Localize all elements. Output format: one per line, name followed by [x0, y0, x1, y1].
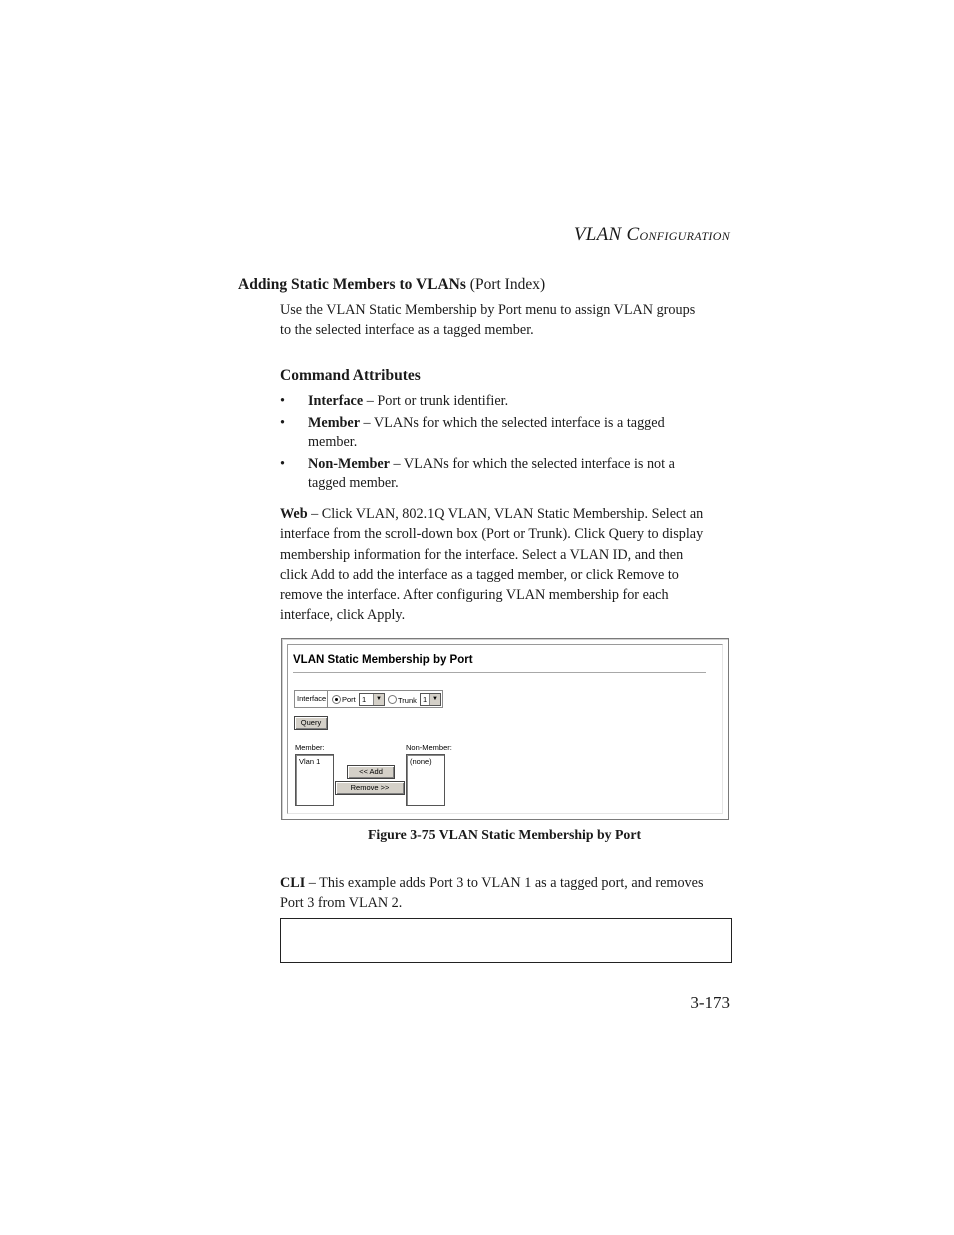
interface-selector [294, 690, 443, 708]
running-head [480, 224, 730, 246]
cli-line: – This example adds Port 3 to VLAN 1 as a tagged port, and removes [305, 875, 704, 891]
remove-button[interactable]: Remove >> [335, 781, 405, 795]
figure-page-title: VLAN Static Membership by Port [293, 654, 473, 666]
bullet-term: Non-Member [308, 456, 390, 472]
web-label: Web [280, 506, 308, 522]
port-select[interactable] [359, 693, 385, 706]
bullet-desc-cont: tagged member. [308, 474, 399, 491]
interface-divider [327, 691, 328, 707]
add-button[interactable]: << Add [347, 765, 395, 779]
bullet-item [280, 455, 732, 495]
running-head-smallcaps: ONFIGURATION [639, 229, 730, 243]
bullet-term: Interface [308, 393, 364, 409]
bullet-desc: – VLANs for which the selected interface is a tagged [360, 415, 665, 431]
intro-paragraph [280, 300, 732, 341]
figure-caption: Figure 3-75 VLAN Static Membership by Port [367, 827, 642, 842]
intro-line: Use the VLAN Static Membership by Port menu to assign VLAN groups [280, 302, 696, 318]
non-member-label: Non-Member: [406, 743, 452, 752]
trunk-select-value: 1 [423, 695, 428, 704]
section-title-plain: (Port Index) [465, 276, 546, 293]
command-attributes-heading: Command Attributes [280, 367, 421, 384]
web-line: membership information for the interface. Select a VLAN ID, and then [280, 546, 684, 563]
web-line: remove the interface. After configuring VLAN membership for each [280, 587, 669, 604]
cli-line: Port 3 from VLAN 2. [280, 895, 403, 912]
web-line: interface, click Apply. [280, 607, 406, 624]
member-label: Member: [295, 743, 325, 752]
query-button[interactable]: Query [294, 716, 328, 730]
port-select-value: 1 [362, 695, 367, 704]
list-item[interactable]: (none) [410, 757, 432, 766]
interface-label: Interface [297, 694, 327, 703]
bullet-text [308, 392, 712, 411]
bullet-dot: • [280, 456, 285, 472]
trunk-radio-label: Trunk [398, 696, 417, 705]
intro-line: to the selected interface as a tagged member. [280, 322, 534, 339]
bullet-desc: – VLANs for which the selected interface is not a [389, 456, 675, 472]
chevron-down-icon: ▼ [429, 694, 440, 705]
bullet-desc-cont: member. [308, 433, 358, 450]
section-title-bold: Adding Static Members to VLANs [238, 276, 466, 293]
trunk-select[interactable] [420, 693, 441, 706]
bullet-text [308, 414, 712, 451]
bullet-item [280, 392, 732, 412]
chevron-down-icon: ▼ [373, 694, 384, 705]
section-title [238, 276, 545, 294]
trunk-radio[interactable] [388, 695, 397, 704]
cli-label: CLI [280, 875, 306, 891]
list-item[interactable]: Vlan 1 [299, 757, 321, 766]
figure-title-divider [293, 672, 706, 674]
member-listbox[interactable] [295, 754, 334, 806]
web-line: – Click VLAN, 802.1Q VLAN, VLAN Static Membership. Select an [307, 506, 704, 522]
bullet-term: Member [308, 415, 360, 431]
non-member-listbox[interactable] [406, 754, 445, 806]
bullet-dot: • [280, 393, 285, 409]
port-radio-label: Port [342, 695, 356, 704]
page-number: 3-173 [690, 993, 730, 1012]
bullet-desc: – Port or trunk identifier. [363, 393, 509, 409]
radio-selected-dot [335, 698, 338, 701]
cli-code-box [280, 918, 732, 963]
web-line: click Add to add the interface as a tagged member, or click Remove to [280, 566, 679, 583]
bullet-dot: • [280, 415, 285, 431]
bullet-item [280, 414, 732, 454]
web-paragraph [280, 504, 732, 626]
cli-paragraph [280, 873, 732, 914]
bullet-text [308, 455, 712, 492]
port-radio[interactable] [332, 695, 341, 704]
running-head-main: VLAN C [573, 224, 640, 245]
web-line: interface from the scroll-down box (Port or Trunk). Click Query to display [280, 526, 704, 543]
